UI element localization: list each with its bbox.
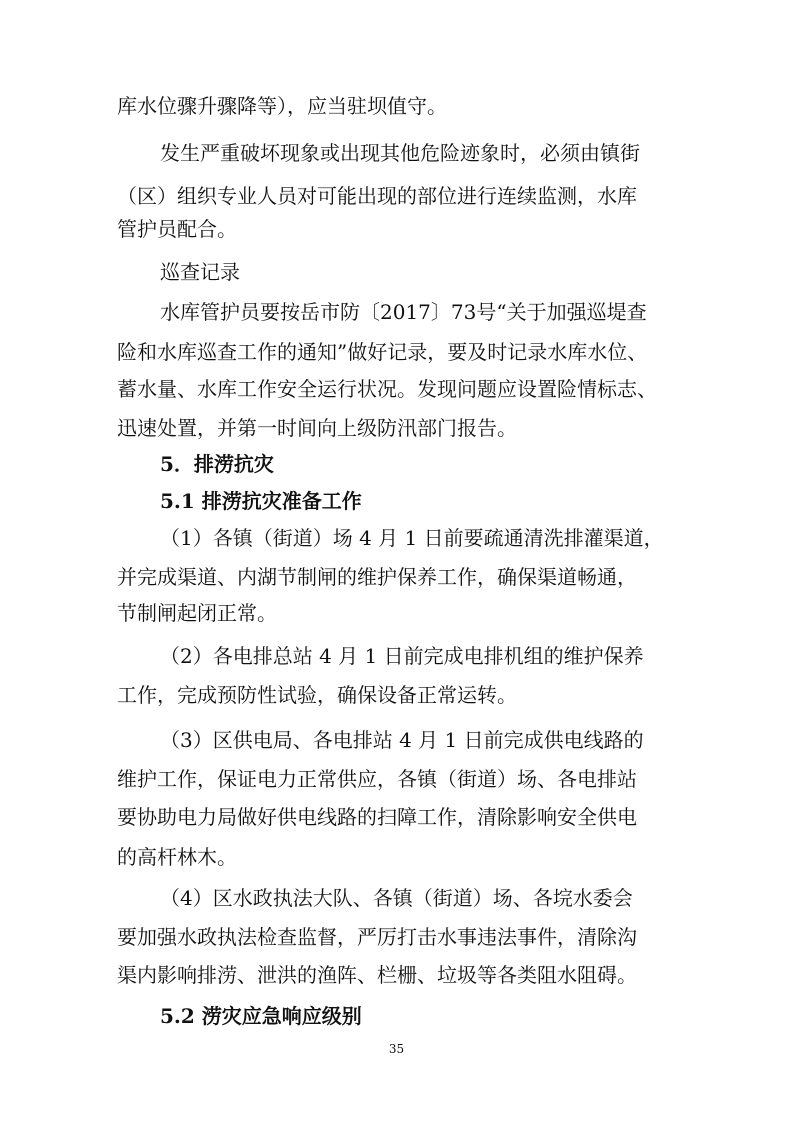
body-text-line: 水库管护员要按岳市防〔2017〕73号“关于加强巡堤查 [160,300,647,324]
body-text-line: 的高杆林木。 [117,845,237,869]
body-text-line: 要协助电力局做好供电线路的扫障工作，清除影响安全供电 [117,805,637,829]
subsection-heading: 5.2 涝灾应急响应级别 [160,1004,362,1028]
body-text-line: 迅速处置，并第一时间向上级防汛部门报告。 [117,416,517,440]
body-text-line: 库水位骤升骤降等），应当驻坝值守。 [117,94,447,118]
body-text-line: （区）组织专业人员对可能出现的部位进行连续监测，水库 [117,184,637,208]
body-text-line: 险和水库巡查工作的通知”做好记录，要及时记录水库水位、 [117,340,648,364]
body-text-line: 蓄水量、水库工作安全运行状况。发现问题应设置险情标志、 [117,377,657,401]
body-text-line: 渠内影响排涝、泄洪的渔阵、栏栅、垃圾等各类阻水阻碍。 [117,963,637,987]
body-text-line: 并完成渠道、内湖节制闸的维护保养工作，确保渠道畅通， [117,565,637,589]
body-text-line: （4）区水政执法大队、各镇（街道）场、各垸水委会 [160,886,633,910]
body-text-line: 管护员配合。 [117,217,237,241]
body-text-line: 工作，完成预防性试验，确保设备正常运转。 [117,683,517,707]
body-text-line: 节制闸起闭正常。 [117,601,277,625]
page-number: 35 [388,1042,405,1056]
body-text-line: （3）区供电局、各电排站 4 月 1 日前完成供电线路的 [160,728,644,752]
body-text-line: 要加强水政执法检查监督，严厉打击水事违法事件，清除沟 [117,925,637,949]
body-text-line: 发生严重破坏现象或出现其他危险迹象时，必须由镇街 [160,141,640,165]
section-heading: 5．排涝抗灾 [160,452,274,476]
subsection-heading: 5.1 排涝抗灾准备工作 [160,489,362,513]
body-text-line: 巡查记录 [160,260,240,284]
body-text-line: 维护工作，保证电力正常供应，各镇（街道）场、各电排站 [117,767,637,791]
body-text-line: （2）各电排总站 4 月 1 日前完成电排机组的维护保养 [160,644,644,668]
body-text-line: （1）各镇（街道）场 4 月 1 日前要疏通清洗排灌渠道， [160,526,664,550]
